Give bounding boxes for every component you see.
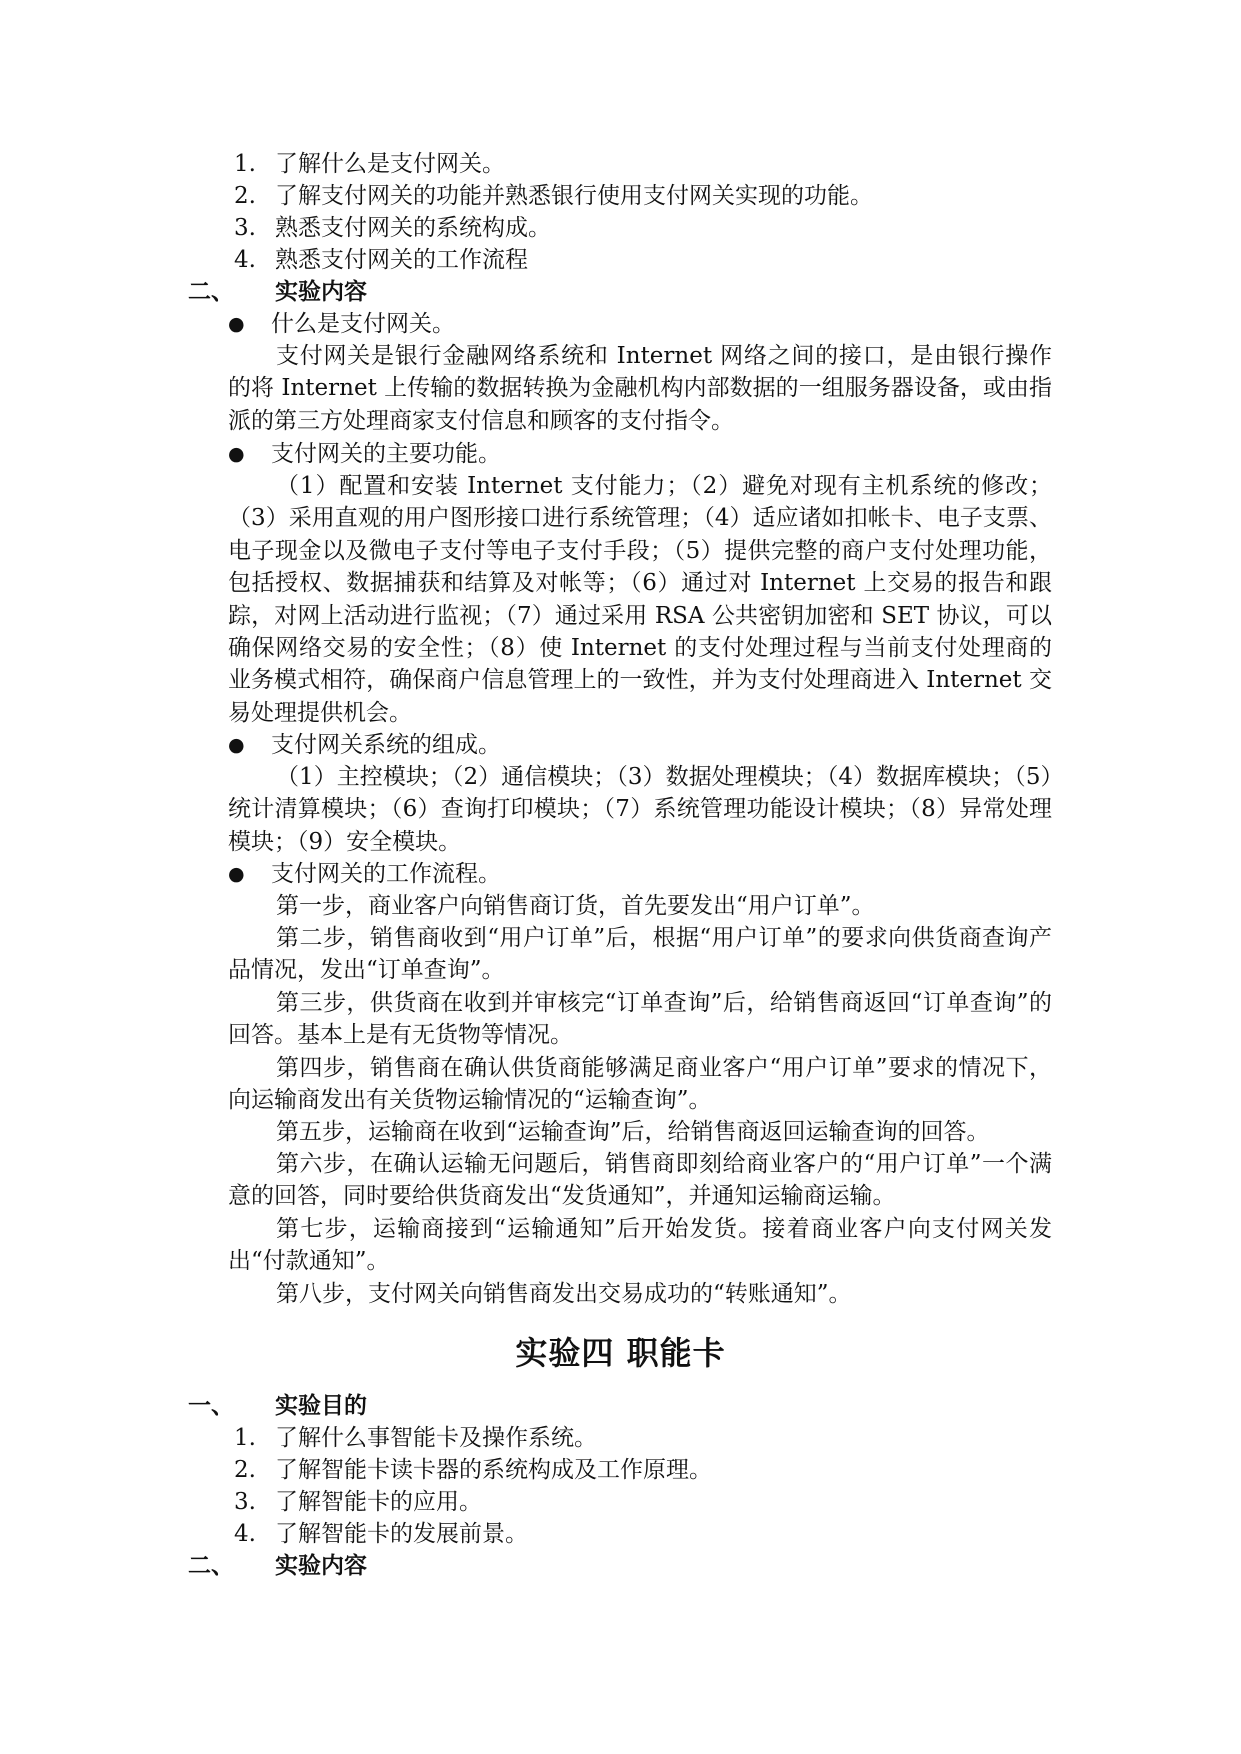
objective-number: 1. [234, 1425, 256, 1451]
objective-number: 4. [234, 247, 256, 273]
bullet-heading-text: 支付网关的主要功能。 [271, 441, 501, 467]
bullet-heading-text: 支付网关系统的组成。 [271, 732, 501, 758]
workflow-step: 第四步，销售商在确认供货商能够满足商业客户“用户订单”要求的情况下，向运输商发出有关货物运输情况的“运输查询”。 [228, 1055, 1052, 1114]
objective-text: 熟悉支付网关的工作流程 [275, 247, 528, 273]
workflow-step: 第七步，运输商接到“运输通知”后开始发货。接着商业客户向支付网关发出“付款通知”。 [228, 1216, 1052, 1275]
workflow-step: 第一步，商业客户向销售商订货，首先要发出“用户订单”。 [276, 893, 875, 919]
workflow-step: 第六步，在确认运输无问题后，销售商即刻给商业客户的“用户订单”一个满意的回答，同时要给供货商发出“发货通知”，并通知运输商运输。 [228, 1151, 1052, 1210]
objective-number: 2. [234, 1457, 256, 1483]
workflow-step: 第二步，销售商收到“用户订单”后，根据“用户订单”的要求向供货商查询产品情况，发出“订单查询”。 [228, 925, 1052, 984]
section-number: 一、 [188, 1393, 234, 1419]
bullet-heading-text: 支付网关的工作流程。 [271, 861, 501, 887]
bullet-dot-icon: ● [228, 313, 245, 335]
objective-number: 1. [234, 151, 256, 177]
chapter-title: 实验四 职能卡 [515, 1334, 726, 1372]
section-title: 实验目的 [275, 1393, 367, 1419]
bullet-dot-icon: ● [228, 863, 245, 885]
bullet-dot-icon: ● [228, 734, 245, 756]
workflow-step: 第五步，运输商在收到“运输查询”后，给销售商返回运输查询的回答。 [276, 1119, 990, 1145]
paragraph-functions: （1）配置和安装 Internet 支付能力；（2）避免对现有主机系统的修改；（3）采用直观的用户图形接口进行系统管理；（4）适应诸如扣帐卡、电子支票、电子现金以及微电子支付等电子支付手段；（5）提供完整的商户支付处理功能，包括授权、数据捕获和结算及对帐等；（6）通过对 Internet 上交易的报告和跟踪，对网上活动进行监视；（7）通过采用 RSA 公共密钥加密和 SET 协议，可以确保网络交易的安全性；（8）使 Internet 的支付处理过程与当前支付处理商的业务模式相符，确保商户信息管理上的一致性，并为支付处理商进入 Internet 交易处理提供机会。 [228, 473, 1052, 726]
objective-text: 熟悉支付网关的系统构成。 [275, 215, 551, 241]
workflow-step: 第八步，支付网关向销售商发出交易成功的“转账通知”。 [276, 1281, 852, 1307]
objective-text: 了解什么是支付网关。 [275, 151, 505, 177]
section-title: 实验内容 [275, 279, 367, 305]
objective-number: 4. [234, 1521, 256, 1547]
objective-text: 了解智能卡的发展前景。 [275, 1521, 528, 1547]
objective-number: 3. [234, 215, 256, 241]
section-title: 实验内容 [275, 1553, 367, 1579]
objective-text: 了解智能卡读卡器的系统构成及工作原理。 [275, 1457, 712, 1483]
bullet-heading-text: 什么是支付网关。 [271, 311, 455, 337]
objective-text: 了解什么事智能卡及操作系统。 [275, 1425, 597, 1451]
objective-text: 了解支付网关的功能并熟悉银行使用支付网关实现的功能。 [275, 183, 873, 209]
objective-text: 了解智能卡的应用。 [275, 1489, 482, 1515]
objective-number: 3. [234, 1489, 256, 1515]
paragraph-composition: （1）主控模块；（2）通信模块；（3）数据处理模块；（4）数据库模块；（5）统计清算模块；（6）查询打印模块；（7）系统管理功能设计模块；（8）异常处理模块；（9）安全模块。 [228, 764, 1052, 855]
section-number: 二、 [188, 279, 234, 305]
paragraph-what-is: 支付网关是银行金融网络系统和 Internet 网络之间的接口，是由银行操作的将 Internet 上传输的数据转换为金融机构内部数据的一组服务器设备，或由指派的第三方处理商家支付信息和顾客的支付指令。 [228, 343, 1052, 434]
objective-number: 2. [234, 183, 256, 209]
section-number: 二、 [188, 1553, 234, 1579]
workflow-step: 第三步，供货商在收到并审核完“订单查询”后，给销售商返回“订单查询”的回答。基本上是有无货物等情况。 [228, 990, 1052, 1049]
bullet-dot-icon: ● [228, 443, 245, 465]
